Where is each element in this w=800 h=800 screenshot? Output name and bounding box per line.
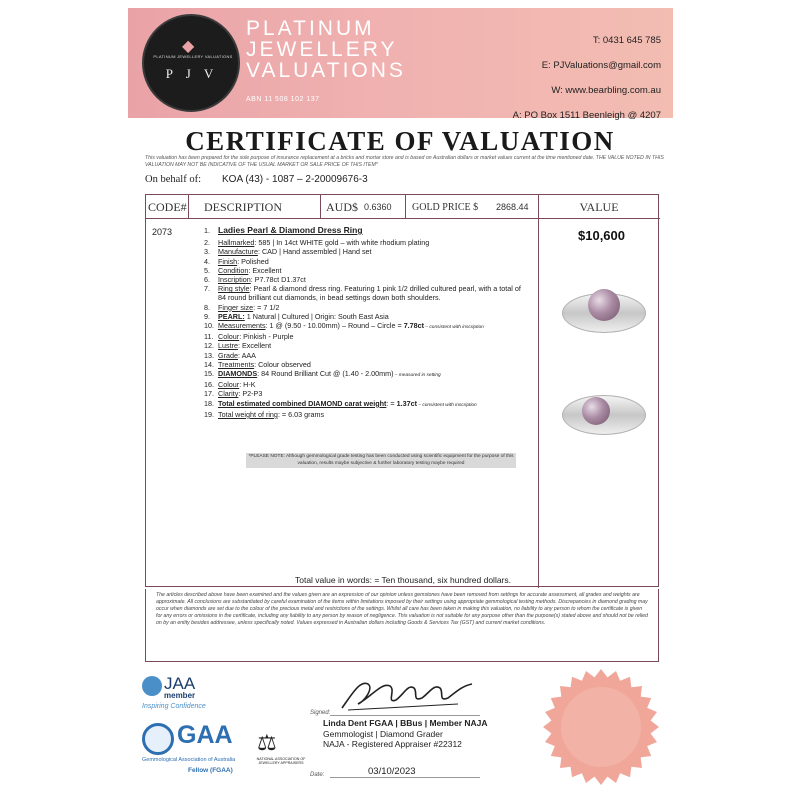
item-note: – measured in setting	[393, 373, 441, 379]
gaa-seal-icon	[142, 723, 174, 755]
item-number: 17.	[204, 389, 214, 399]
item-text: Clarity: P2-P3	[218, 389, 263, 399]
divider	[188, 195, 189, 219]
item-label: Inscription	[218, 275, 251, 285]
item-text	[218, 226, 363, 235]
valuation-disclaimer: This valuation has been prepared for the sole purpose of insurance replacement at a bricks and mortar store and is based on Australian dollars or market values current at the time mentioned date. THE VALUE NOTED IN THIS VALUATION MAY NOT BE INDICATIVE OF THE USUAL MARKET OR SALE PRICE OF THIS ITEM*	[145, 155, 664, 168]
company-logo	[142, 14, 240, 112]
header-description: DESCRIPTION	[204, 199, 283, 214]
item-number: 19.	[204, 409, 214, 419]
item-number: 6.	[204, 275, 210, 285]
address-text: A: PO Box 1511 Beenleigh @ 4207	[512, 110, 661, 121]
date-value: 03/10/2023	[368, 766, 416, 777]
item-text: Total estimated combined DIAMOND carat weight: = 1.37ct – consistent with inscription	[218, 398, 477, 408]
brand-name	[246, 18, 406, 81]
signer-details	[323, 718, 488, 750]
list-item	[204, 247, 544, 256]
item-label: Grade	[218, 350, 238, 360]
fine-print: The articles described above have been examined and the values given are an expression of our opinion unless gemstones have been removed from settings for accurate assessment, all grades and weights are approximate. All conclusions are substantiated by careful examination of the items within limitations imposed by their settings using appropriate gemmological testing methods. Discrepancies in diamond grading may occur when diamonds are set due to the colour of the precious metal and restrictions of the settings. Whilst all care has been taken in making this valuation, no liability to any person to whom the certificate is given for any errors or omissions in the certificate, including any liability to any person by reason of negligence. This valuation is not suitable for any purpose other than the purpose(s) stated above and should not be relied on by an entity besides addressee, unless specifically noted. Values expressed in Australian dollars including Goods & Services Tax (GST) and current market conditions.	[145, 589, 659, 662]
header-value: VALUE	[579, 199, 619, 214]
item-text: DIAMONDS: 84 Round Brilliant Cut @ (1.40 - 2.00mm) – measured in setting	[218, 369, 441, 379]
item-value: $10,600	[578, 228, 625, 243]
item-number: 10.	[204, 321, 214, 331]
jaa-member: member	[164, 691, 196, 700]
logo-arc-text: PLATINUM JEWELLERY VALUATIONS	[153, 54, 233, 59]
abn-number: ABN 11 508 102 137	[246, 96, 320, 103]
item-number	[204, 293, 218, 302]
item-number: 3.	[204, 247, 210, 257]
list-item	[204, 360, 544, 369]
please-note: *PLEASE NOTE: Although gemmological grade testing has been conducted using scientific equipment for the purpose of this valuation, results maybe subjective & further laboratory testing maybe required	[246, 453, 516, 468]
item-number: 8.	[204, 302, 210, 312]
item-text: Treatments: Colour observed	[218, 359, 311, 369]
pearl	[588, 289, 620, 321]
item-text: Finger size: = 7 1/2	[218, 302, 280, 312]
item-note: – consistent with inscription	[417, 402, 477, 408]
scales-icon: ⚖	[257, 731, 277, 756]
item-text: Condition: Excellent	[218, 265, 282, 275]
divider	[405, 195, 406, 219]
item-note: – consistent with inscription	[424, 325, 484, 331]
description-list	[204, 226, 544, 419]
contact-details	[513, 28, 661, 128]
pearl	[582, 397, 610, 425]
item-code: 2073	[152, 227, 173, 237]
item-text: Manufacture: CAD | Hand assembled | Hand set	[218, 247, 372, 257]
list-item	[204, 257, 544, 266]
list-item	[204, 312, 544, 321]
list-item	[204, 380, 544, 389]
brand-line-3: VALUATIONS	[246, 59, 406, 82]
item-label: Condition	[218, 265, 249, 275]
list-item	[204, 410, 544, 419]
item-label: Colour	[218, 332, 240, 342]
gaa-fellow: Fellow (FGAA)	[188, 767, 233, 774]
item-number: 15.	[204, 369, 214, 379]
signature	[338, 674, 478, 714]
item-bold-value: 1.37ct	[396, 398, 417, 408]
item-number: 18.	[204, 398, 214, 408]
jaa-tagline: Inspiring Confidence	[142, 703, 206, 710]
item-text: Measurements: 1 @ (9.50 - 10.00mm) – Round – Circle = 7.78ct – consistent with inscription	[218, 321, 484, 331]
item-text: Inscription: P7.78ct D1.37ct	[218, 275, 306, 285]
item-label: PEARL:	[218, 311, 245, 321]
list-item	[204, 238, 544, 247]
item-number: 14.	[204, 359, 214, 369]
item-number: 11.	[204, 332, 214, 342]
item-number: 1.	[204, 226, 210, 235]
item-text: Ring style: Pearl & diamond dress ring. Featuring 1 pink 1/2 drilled cultured pearl, with a total of	[218, 284, 521, 294]
total-value-in-words: Total value in words: = Ten thousand, six hundred dollars.	[294, 575, 511, 585]
item-number: 7.	[204, 284, 210, 294]
signer-role: Gemmologist | Diamond Grader	[323, 728, 443, 739]
signature-line	[330, 715, 480, 716]
item-label: Treatments	[218, 359, 255, 369]
item-text: Total weight of ring: = 6.03 grams	[218, 409, 325, 419]
item-label: Ring style	[218, 284, 250, 294]
valuation-table	[145, 194, 659, 587]
list-item	[204, 332, 544, 341]
item-label: Total estimated combined DIAMOND carat weight	[218, 398, 387, 408]
item-number: 13.	[204, 350, 214, 360]
item-text: Colour: H-K	[218, 380, 256, 390]
item-bold-value: 7.78ct	[403, 321, 425, 331]
list-item	[204, 293, 544, 302]
item-number: 4.	[204, 256, 210, 266]
header-aud: AUD$	[326, 199, 358, 214]
list-item	[204, 284, 544, 293]
item-label: Colour	[218, 380, 240, 390]
header-code: CODE#	[148, 199, 187, 214]
item-label: Clarity	[218, 389, 239, 399]
embossed-seal-icon	[542, 668, 660, 786]
item-text: Finish: Polished	[218, 256, 269, 266]
brand-line-1: PLATINUM	[246, 17, 375, 40]
phone-text: T: 0431 645 785	[592, 35, 661, 46]
website-text: W: www.bearbling.com.au	[551, 85, 661, 96]
list-item	[204, 226, 544, 235]
item-label: Manufacture	[218, 247, 258, 257]
item-label: Ladies Pearl & Diamond Dress Ring	[218, 225, 363, 235]
certificate-title: CERTIFICATE OF VALUATION	[185, 126, 615, 156]
ring-photo-side	[560, 383, 648, 445]
jaa-name: JAA	[164, 674, 196, 693]
gaa-name: GAA	[177, 721, 233, 749]
item-number: 16.	[204, 380, 214, 390]
ring-photo-front	[560, 281, 648, 343]
item-number: 5.	[204, 265, 210, 275]
item-text: Colour: Pinkish - Purple	[218, 332, 294, 342]
item-label: DIAMONDS	[218, 369, 258, 379]
list-item	[204, 275, 544, 284]
divider	[320, 195, 321, 219]
logo-initials: P J V	[165, 66, 219, 81]
aud-value: 0.6360	[364, 202, 392, 212]
date-line	[330, 777, 480, 778]
item-label: Lustre	[218, 341, 238, 351]
header-gold-price: GOLD PRICE $	[412, 201, 479, 213]
gold-price-value: 2868.44	[496, 202, 529, 212]
list-item	[204, 369, 544, 380]
item-number: 12.	[204, 341, 214, 351]
item-text: Grade: AAA	[218, 350, 256, 360]
item-label: Finger size	[218, 302, 254, 312]
list-item	[204, 266, 544, 275]
signer-name: Linda Dent FGAA | BBus | Member NAJA	[323, 718, 488, 728]
item-text: Lustre: Excellent	[218, 341, 272, 351]
diamond-icon: ◆	[182, 36, 195, 55]
brand-line-2: JEWELLERY	[246, 38, 398, 61]
list-item	[204, 351, 544, 360]
on-behalf-value: KOA (43) - 1087 – 2-20009676-3	[222, 174, 368, 185]
list-item	[204, 399, 544, 410]
item-number: 2.	[204, 238, 210, 248]
signer-registration: NAJA - Registered Appraiser #22312	[323, 739, 462, 749]
date-label: Date:	[310, 772, 325, 778]
naja-logo-text: NATIONAL ASSOCIATION OF JEWELLERY APPRAISERS	[256, 757, 306, 765]
list-item	[204, 389, 544, 398]
item-label: Finish	[218, 256, 238, 266]
item-text: PEARL: 1 Natural | Cultured | Origin: South East Asia	[218, 311, 389, 321]
item-label: Measurements	[218, 321, 266, 331]
header-banner	[128, 8, 673, 121]
email-text: E: PJValuations@gmail.com	[541, 60, 661, 71]
item-text: 84 round brilliant cut diamonds, in bead settings down both shoulders.	[218, 293, 441, 303]
gaa-association: Gemmological Association of Australia	[142, 757, 236, 763]
signed-label: Signed:	[310, 710, 331, 716]
item-label: Total weight of ring	[218, 409, 278, 419]
list-item	[204, 341, 544, 350]
item-number: 9.	[204, 311, 210, 321]
item-text: Hallmarked: 585 | In 14ct WHITE gold – with white rhodium plating	[218, 238, 430, 248]
list-item	[204, 321, 544, 332]
item-label: Hallmarked	[218, 238, 255, 248]
on-behalf-label: On behalf of:	[145, 174, 201, 185]
jaa-mark-icon	[142, 676, 162, 696]
list-item	[204, 303, 544, 312]
